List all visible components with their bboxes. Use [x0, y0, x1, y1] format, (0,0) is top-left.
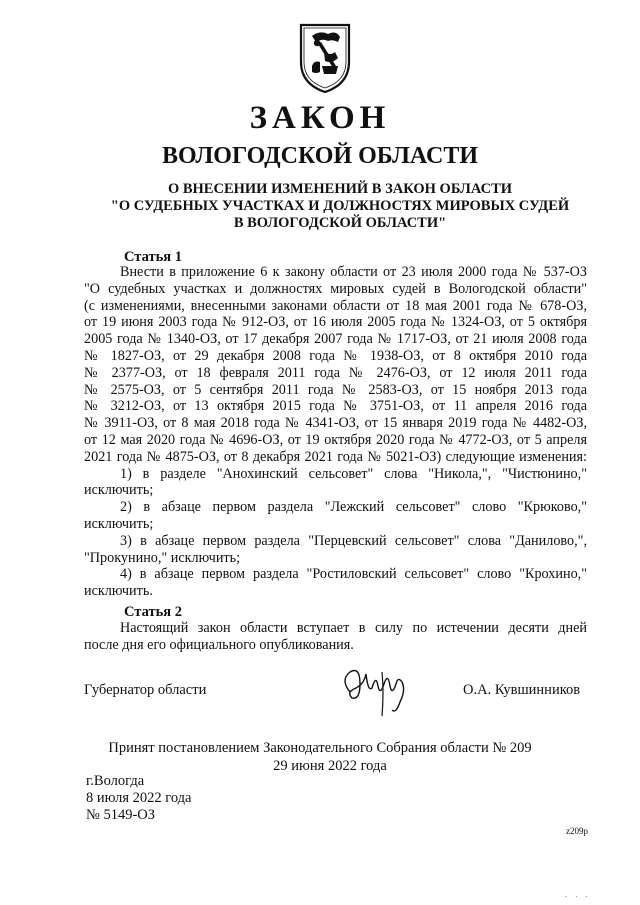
subtitle-line: "О СУДЕБНЫХ УЧАСТКАХ И ДОЛЖНОСТЯХ МИРОВЫХ СУДЕЙ: [110, 198, 570, 214]
coat-of-arms-emblem: [298, 22, 352, 94]
text-line: № 3911-ОЗ, от 8 мая 2018 года № 4341-ОЗ, от 15 января 2019 года № 4482-ОЗ,: [84, 415, 587, 432]
text-line: от 19 июня 2003 года № 912-ОЗ, от 16 июля 2005 года № 1324-ОЗ, от 5 октября: [84, 314, 587, 331]
subtitle-line: В ВОЛОГОДСКОЙ ОБЛАСТИ": [233, 215, 447, 231]
subtitle-line: О ВНЕСЕНИИ ИЗМЕНЕНИЙ В ЗАКОН ОБЛАСТИ: [167, 181, 513, 197]
amendment-item-2: 2) в абзаце первом раздела "Лежский сельсовет" слово "Крюково,": [120, 499, 587, 516]
text-line: Внести в приложение 6 к закону области от 23 июля 2000 года № 537-ОЗ: [120, 264, 587, 280]
text-line: от 12 мая 2020 года № 4696-ОЗ, от 19 октября 2020 года № 4772-ОЗ, от 5 апреля: [84, 431, 587, 448]
adoption-statement: Принят постановлением Законодательного Собрания области № 209: [108, 740, 532, 756]
text-line: № 2377-ОЗ, от 18 февраля 2011 года № 2476-ОЗ, от 12 июля 2011 года: [84, 364, 587, 381]
governor-title: Губернатор области: [84, 682, 207, 698]
document-code: z209р: [566, 826, 588, 836]
amendment-item-1: 1) в разделе "Анохинский сельсовет" слова "Никола,", "Чистюнино,": [120, 465, 587, 482]
text-line: Настоящий закон области вступает в силу по истечении десяти дней: [120, 620, 587, 636]
law-subtitle: [60, 181, 620, 232]
adoption-date: 29 июня 2022 года: [273, 758, 387, 774]
text-line: 2005 года № 1340-ОЗ, от 17 декабря 2007 года № 1717-ОЗ, от 21 июля 2008 года: [84, 331, 587, 348]
law-title: ЗАКОН: [249, 100, 391, 136]
text-line: "Прокунино," исключить;: [84, 549, 241, 566]
signing-date: 8 июля 2022 года: [86, 790, 192, 806]
article-1-heading: Статья 1: [124, 249, 182, 265]
amendment-item-4: 4) в абзаце первом раздела "Ростиловский сельсовет" слово "Крохино,": [120, 566, 587, 583]
article-2-body: [84, 620, 587, 654]
amendment-item-3: 3) в абзаце первом раздела "Перцевский сельсовет" слова "Данилово,",: [120, 532, 587, 549]
text-line: № 3212-ОЗ, от 13 октября 2015 года № 3751-ОЗ, от 11 апреля 2016 года: [84, 398, 587, 415]
text-line: после дня его официального опубликования.: [84, 636, 354, 653]
text-line: 2021 года № 4875-ОЗ, от 8 декабря 2021 года № 5021-ОЗ) следующие изменения:: [84, 448, 587, 465]
handwritten-signature: [336, 662, 420, 718]
region-title: ВОЛОГОДСКОЙ ОБЛАСТИ: [161, 143, 479, 169]
text-line: исключить.: [84, 583, 153, 600]
text-line: № 2575-ОЗ, от 5 сентября 2011 года № 2583-ОЗ, от 15 ноября 2013 года: [84, 381, 587, 398]
governor-name: О.А. Кувшинников: [463, 682, 581, 698]
scan-artifact-marks: · · ·: [565, 893, 591, 901]
article-2-heading: Статья 2: [124, 604, 182, 620]
text-line: № 1827-ОЗ, от 29 декабря 2008 года № 1938-ОЗ, от 8 октября 2010 года: [84, 347, 587, 364]
text-line: исключить;: [84, 515, 154, 532]
text-line: "О судебных участках и должностях мировых судей в Вологодской области": [84, 280, 587, 297]
text-line: (с изменениями, внесенными законами области от 18 мая 2001 года № 678-ОЗ,: [84, 297, 587, 314]
city: г.Вологда: [86, 773, 145, 789]
text-line: исключить;: [84, 482, 154, 499]
law-number: № 5149-ОЗ: [86, 807, 156, 823]
article-1-body: [84, 264, 587, 600]
